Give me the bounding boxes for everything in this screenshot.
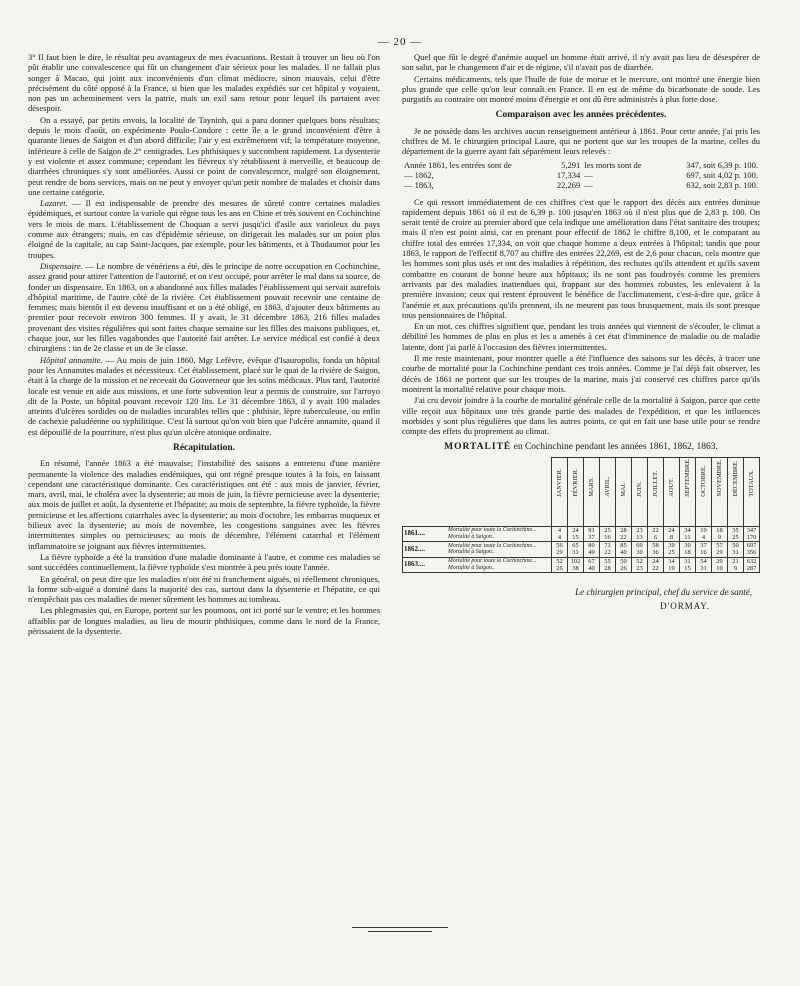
- month-header: SEPTEMBRE.: [680, 457, 696, 526]
- row-label: Mortalité pour toute la Cochinchine... Mortalité à Saigon..: [447, 557, 552, 572]
- value-cell: 347 170: [744, 526, 760, 541]
- year-cell: 1861....: [403, 526, 448, 541]
- value-cell: 54 31: [696, 557, 712, 572]
- paragraph-text: — Le nombre de vénériens a été, dès le principe de notre occupation en Cochinchine, assez grand pour attirer l'attention de l'autorité, et on s'est occupé, pour arrêter le mal dans sa source, de fonder un dispensaire. En 1863, on a abandonné aux filles malades l'établissement qui servait autrefois d'hôpital maritime, de l'autre côté de la rivière. Cet établissement pouvait recevoir une centaine de femmes; mais bientôt il est devenu insuffisant et on a été obligé, en 1863, d'ajouter deux bâtiments au premier pour recevoir environ 300 femmes. Il y avait, le 31 décembre 1863, 216 filles malades provenant des visites régulières qui sont faites chaque semaine sur les filles des maisons publiques, et, chaque jour, sur les filles vagabondes que l'autorité fait arrêter. Le service médical est confié à deux chirurgiens : un de 2e classe et un de 3e classe.: [28, 260, 380, 354]
- value-cell: 50 31: [728, 542, 744, 557]
- paragraph: [28, 198, 380, 260]
- value-cell: 91 37: [584, 526, 600, 541]
- row-label: Mortalité pour toute la Cochinchine... Mortalité à Saigon..: [447, 542, 552, 557]
- month-header: TOTAUX.: [744, 457, 760, 526]
- value-cell: 56 29: [552, 542, 568, 557]
- paragraph: Les phlegmasies qui, en Europe, portent sur les poumons, ont ici porté sur le ventre; et les hommes affaiblis par de longues maladies, au lieu de mourir phthisiques, comme dans le nord de la France, périssaient de la dysenterie.: [28, 605, 380, 637]
- value-cell: 30 18: [680, 542, 696, 557]
- year-cell: 1862....: [403, 542, 448, 557]
- value-cell: 21 9: [728, 557, 744, 572]
- section-label: Dispensaire.: [40, 260, 83, 271]
- month-header: OCTOBRE.: [696, 457, 712, 526]
- month-header: NOVEMBRE.: [712, 457, 728, 526]
- value-cell: 23 13: [632, 526, 648, 541]
- table-row: [403, 542, 760, 557]
- row-label: Mortalité pour toute la Cochinchine... Mortalité à Saigon..: [447, 526, 552, 541]
- closing-rule: [352, 927, 448, 928]
- month-header: AVRIL.: [600, 457, 616, 526]
- value-cell: 69 30: [632, 542, 648, 557]
- value-cell: 71 22: [600, 542, 616, 557]
- value-cell: 29 10: [712, 557, 728, 572]
- value-cell: 67 40: [584, 557, 600, 572]
- value-cell: 57 29: [712, 542, 728, 557]
- value-cell: 58 36: [648, 542, 664, 557]
- value-cell: 22 6: [648, 526, 664, 541]
- month-header: MAI.: [616, 457, 632, 526]
- stats-deaths-label: —: [584, 180, 593, 191]
- paragraph: La fièvre typhoïde a été la transition d'une maladie dominante à l'autre, et comme ces maladies se sont succédées continuellement, la fièvre typhoïde s'est montrée à peu près toute l'année.: [28, 551, 380, 573]
- section-label: Hôpital annamite.: [40, 354, 103, 365]
- mortality-table-title: [402, 442, 760, 452]
- value-cell: 65 31: [568, 542, 584, 557]
- paragraph: Certains médicaments, tels que l'huile de foie de morue et le mercure, ont montré une énergie bien plus grande que celle qu'on leur connaît en France. Il en est de même du bicarbonate de soude. Les purgatifs au contraire ont montré moins d'énergie et ont dû être administrés à plus forte dose.: [402, 73, 760, 105]
- value-cell: 50 26: [616, 557, 632, 572]
- value-cell: 52 23: [632, 557, 648, 572]
- year-cell: 1863....: [403, 557, 448, 572]
- month-header: MARS.: [584, 457, 600, 526]
- mortality-table: [402, 457, 760, 573]
- paragraph-text: — Il est indispensable de prendre des mesures de sûreté contre certaines maladies épidémiques, et surtout contre la variole qui règne tous les ans en Chine et très souvent en Cochinchine vers le mois de mars. L'établissement de Choquan a servi jusqu'ici d'asile aux varioleux du pays comme aux étrangers; mais, en cas d'épidémie sérieuse, on dirigerait les malades sur un point plus éloigné de la capitale, au cap Saint-Jacques, par exemple, pour les bâtiments, et à Thudaumot pour les troupes.: [28, 198, 380, 260]
- section-heading: Comparaison avec les années précédentes.: [495, 110, 667, 121]
- value-cell: 18 9: [712, 526, 728, 541]
- paragraph: Je ne possède dans les archives aucun renseignement antérieur à 1861. Pour cette année, j'ai pris les chiffres de M. le chirurgien principal Laure, qui ne portent que sur les troupes de la marine, celles du département de la guerre ayant fait séparément leurs relevés :: [402, 125, 760, 157]
- section-heading: Récapitulation.: [172, 442, 235, 453]
- closing-rule-short: [368, 931, 432, 932]
- title-rest: en Cochinchine pendant les années 1861, 1862, 1863.: [511, 442, 718, 453]
- stats-deaths: 697, soit 4,02 p. 100.: [686, 169, 758, 180]
- value-cell: 24 22: [648, 557, 664, 572]
- month-header: FÉVRIER.: [568, 457, 584, 526]
- stats-row: [402, 170, 760, 180]
- paragraph: En un mot, ces chiffres signifient que, pendant les trois années qui viennent de s'écouler, le climat a débilité les hommes de plus en plus et les a amenés à cet état d'imminence de maladie ou de maladie latente, dont j'ai parlé à l'occasion des fièvres intermittentes.: [402, 321, 760, 352]
- stats-entries: 17,334: [556, 169, 581, 180]
- value-cell: 102 38: [568, 557, 584, 572]
- paragraph: Quel que fût le degré d'anémie auquel un homme était arrivé, il n'y avait pas lieu de désespérer de son salut, par le changement d'air et de régime, s'il n'avait pas de diarrhée.: [402, 52, 760, 73]
- value-cell: 632 287: [744, 557, 760, 572]
- paragraph: En résumé, l'année 1863 a été mauvaise; l'instabilité des saisons a entretenu d'une manière permanente la violence des maladies endémiques, qui ont régné presque toutes à la fois, en laissant cependant une caractéristique dominante. Ces caractéristiques ont été : aux mois de janvier, février, mars, avril, mai, le choléra avec la dysenterie; au mois de juin, la fièvre pernicieuse avec la dysenterie; aux mois de juillet et août, la dysenterie et l'hépatite; au mois de septembre, la fièvre typhoïde, la fièvre pernicieuse et les affections catarrhales avec la dysenterie; au mois d'octobre, les embarras muqueux et bilieux avec la dysenterie; au mois de novembre, les congestions sanguines avec les fièvres intermittentes simples ou pernicieuses; au mois de décembre, l'élément catarrhal et l'élément inflammatoire se joignant aux fièvres intermittentes.: [28, 458, 380, 551]
- value-cell: 35 25: [728, 526, 744, 541]
- value-cell: 55 28: [600, 557, 616, 572]
- signature-name: D'ORMAY.: [660, 601, 710, 612]
- value-cell: 4 4: [552, 526, 568, 541]
- paragraph: Ce qui ressort immédiatement de ces chiffres c'est que le rapport des décès aux entrées diminue rapidement depuis 1861 où il est de 6,39 p. 100 jusqu'en 1863 où il n'est plus que de 2,83 p. 100. On serait tenté de croire au premier abord que cela indique une amélioration dans l'état sanitaire des troupes; mais il n'en est point ainsi, car en prenant pour effectif de 1862 le chiffre 8,100, et le comparant au chiffre total des entrées 17,334, on voit que chaque homme a deux entrées à l'hôpital; tandis que pour 1863, le rapport de l'effectif 8,707 au chiffre des entrées 22,269, est de 2,6 pour chacun, cela montre que les hommes sont plus usés et ont des maladies à répétition, des rechutes qu'ils attendent et qu'ils savent combattre en courant de bonne heure aux hôpitaux; ils ne sont pas foudroyés comme les premiers arrivants par des maladies inattendues qui, frappant sur des hommes robustes, les enlevaient à la première invasion; ceux qui restent éprouvent le bénéfice de l'acclimatement, c'est-à-dire que, grâce à l'anémie et aux précautions qu'ils prennent, ils ne meurent pas tous brusquement, mais ils sont presque tous pensionnaires de l'hôpital.: [402, 196, 760, 320]
- value-cell: 39 25: [664, 542, 680, 557]
- admissions-stats-table: [402, 160, 760, 191]
- stats-deaths: 632, soit 2,83 p. 100.: [686, 180, 758, 191]
- paragraph: On a essayé, par petits envois, la localité de Tayninh, qui a paru donner quelques bons résultats; depuis le mois d'août, on expérimente Poulo-Condore : cette île a le grand inconvénient d'être à quarante lieues de Saigon et d'un abord difficile; l'air y est extrêmement vif; la température moyenne, inférieure à celle de Saigon de 2° centigrades. Les phthisiques y succombent rapidement. La dysenterie y est violente et assez commune; cependant les fiévreux s'y rétablissent à merveille, et beaucoup de diarrhées chroniques s'y sont améliorées. Aussi ce point de convalescence, malgré son éloignement, peut rendre de bons services, mais on ne peut y envoyer qu'un petit nombre de malades et choisir dans une certaine catégorie.: [28, 114, 380, 197]
- value-cell: 37 16: [696, 542, 712, 557]
- value-cell: 19 4: [696, 526, 712, 541]
- value-cell: 24 15: [568, 526, 584, 541]
- month-header: JANVIER.: [552, 457, 568, 526]
- paragraph: En général, on peut dire que les maladies n'ont été ni franchement aiguës, ni réellement chroniques, la forme sub-aiguë a dominé dans la majorité des cas, surtout dans la dysenterie et l'hépatite, ce qui n'empêchait pas ces maladies de mener sûrement les hommes au tombeau.: [28, 573, 380, 605]
- stats-year: Année 1861, les entrées sont de: [404, 159, 512, 170]
- month-header: JUIN.: [632, 457, 648, 526]
- value-cell: 697 356: [744, 542, 760, 557]
- month-header: AOUT.: [664, 457, 680, 526]
- stats-entries: 22,269: [556, 180, 581, 191]
- stats-year: — 1863,: [404, 180, 434, 191]
- value-cell: 25 16: [600, 526, 616, 541]
- stats-deaths-label: les morts sont de: [584, 159, 642, 170]
- paragraph: [28, 261, 380, 354]
- value-cell: 52 26: [552, 557, 568, 572]
- value-cell: 80 49: [584, 542, 600, 557]
- table-corner: [403, 457, 552, 526]
- value-cell: 34 11: [680, 526, 696, 541]
- paragraph: [28, 355, 380, 437]
- value-cell: 34 19: [664, 557, 680, 572]
- stats-year: — 1862,: [404, 169, 434, 180]
- page-number: — 20 —: [377, 36, 423, 48]
- table-row: [403, 557, 760, 572]
- stats-deaths: 347, soit 6,39 p. 100.: [686, 159, 758, 170]
- paragraph: Il me reste maintenant, pour montrer quelle a été l'influence des saisons sur les décès, à tracer une courbe de mortalité pour la Cochinchine pendant ces trois années. Comme je l'ai déjà fait observer, les décès de 1861 ne portent que sur les troupes de la marine, mais j'ai conservé ces chiffres parce qu'ils montrent la mortalité relative pour chaque mois.: [402, 353, 760, 394]
- value-cell: 85 40: [616, 542, 632, 557]
- table-row: [403, 526, 760, 541]
- signature-title: Le chirurgien principal, chef du service de santé,: [575, 586, 752, 597]
- section-label: Lazaret.: [40, 198, 68, 209]
- stats-deaths-label: —: [584, 169, 593, 180]
- title-bold: MORTALITÉ: [444, 442, 512, 453]
- value-cell: 31 15: [680, 557, 696, 572]
- value-cell: 24 8: [664, 526, 680, 541]
- paragraph: 3° Il faut bien le dire, le résultat peu avantageux de mes évacuations. Restait à trouver un lieu où l'on pût établir une convalescence qui fût un changement d'air sérieux pour les malades. Il ne fallait plus songer à Macao, qui joint aux inconvénients d'un climat médiocre, sinon mauvais, celui d'être précisément du côté opposé à la France, si bien que les malades expédiés sur cet hôpital y voyaient, non pas un acheminement vers la patrie, mais un exil sans retour pour lequel ils partaient avec désespoir.: [28, 52, 380, 114]
- value-cell: 28 22: [616, 526, 632, 541]
- right-column: [402, 52, 760, 612]
- month-header: JUILLET.: [648, 457, 664, 526]
- stats-entries: 5,291: [561, 159, 581, 170]
- stats-row: [402, 160, 760, 170]
- stats-row: [402, 180, 760, 190]
- paragraph-text: — Au mois de juin 1860, Mgr Lefèvre, évêque d'Isauropolis, fonda un hôpital pour les Annamites malades et nécessiteux. Cet établissement, placé sur le quai de la rivière de Saigon, était à la charge de la mission et ne recevait du Gouverneur que les soins médicaux. Plus tard, l'autorité locale est venue en aide aux missions, et une forte subvention leur a permis de construire, sur l'arroyo dit de la Poste, un hôpital pouvant recevoir 120 lits. Le 31 décembre 1863, il y avait 100 malades atteints d'ulcères sordides ou de maladies incurables telles que : phthisie, lèpre tuberculeuse, ou enfin de cachexie paludéenne ou syphilitique. C'est là surtout qu'on voit bien que l'ulcère annamite, quand il est dépouillé de la pourriture, n'est plus qu'un ulcère atonique ordinaire.: [28, 354, 381, 437]
- left-column: [28, 52, 380, 637]
- paragraph: J'ai cru devoir joindre à la courbe de mortalité générale celle de la mortalité à Saigon, parce que cette ville reçoit aux hôpitaux une très grande partie des malades de l'expédition, et que les influences morbides y sont plus régulières que dans les autres points, ce qui en fait une base utile pour se rendre compte des effets du proprement au climat.: [402, 395, 760, 437]
- month-header: DÉCEMBRE.: [728, 457, 744, 526]
